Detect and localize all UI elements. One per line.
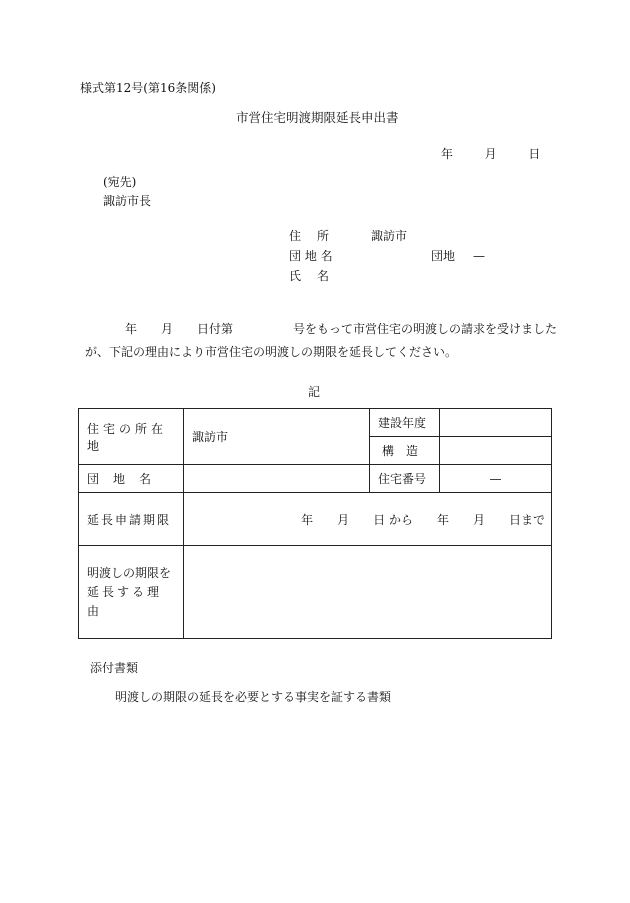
applicant-name-row [289,266,485,286]
request-line-2: が、下記の理由により市営住宅の明渡しの期限を延長してください。 [85,345,458,359]
applicant-address-row [289,226,485,246]
location-value: 諏訪市 [184,409,370,465]
date-year: 年 [441,147,454,161]
address-value: 諏訪市 [371,229,408,243]
ki-marker: 記 [308,385,321,399]
applicant-block [289,226,485,286]
location-label: 住宅の所在地 [79,409,184,465]
structure-label: 構 造 [370,437,440,465]
complex-name-value[interactable] [184,465,370,493]
attachment-item: 明渡しの期限の延長を必要とする事実を証する書類 [115,690,392,704]
complex-suffix: 団地 [431,249,456,263]
date-day: 日 [528,147,541,161]
period-value[interactable]: 年 月 日 から 年 月 日まで [184,493,552,546]
name-label: 氏 名 [289,269,332,283]
request-body [85,318,558,364]
house-number-value[interactable]: — [440,465,552,493]
request-line-1: 年 月 日付第 号をもって市営住宅の明渡しの請求を受けました [125,322,558,336]
document-title: 市営住宅明渡期限延長申出書 [236,110,399,125]
built-year-value[interactable] [440,409,552,437]
complex-name-label: 団 地 名 [79,465,184,493]
applicant-complex-row [289,246,485,266]
reason-value[interactable] [184,546,552,639]
period-label: 延長申請期限 [79,493,184,546]
house-number-label: 住宅番号 [370,465,440,493]
date-month: 月 [484,147,497,161]
reason-label-line-2: 延長する理由 [87,584,163,618]
form-number: 様式第12号(第16条関係) [80,81,216,95]
address-label: 住 所 [289,229,332,243]
reason-label-line-1: 明渡しの期限を [87,565,172,580]
date-line [441,148,540,160]
attachments-title: 添付書類 [90,661,139,675]
details-table [78,408,552,639]
complex-dash: — [473,249,486,263]
addressee: (宛先) [103,175,137,189]
structure-value[interactable] [440,437,552,465]
reason-label [79,546,184,639]
built-year-label: 建設年度 [370,409,440,437]
recipient: 諏訪市長 [103,194,152,208]
complex-label: 団 地 名 [289,249,333,263]
